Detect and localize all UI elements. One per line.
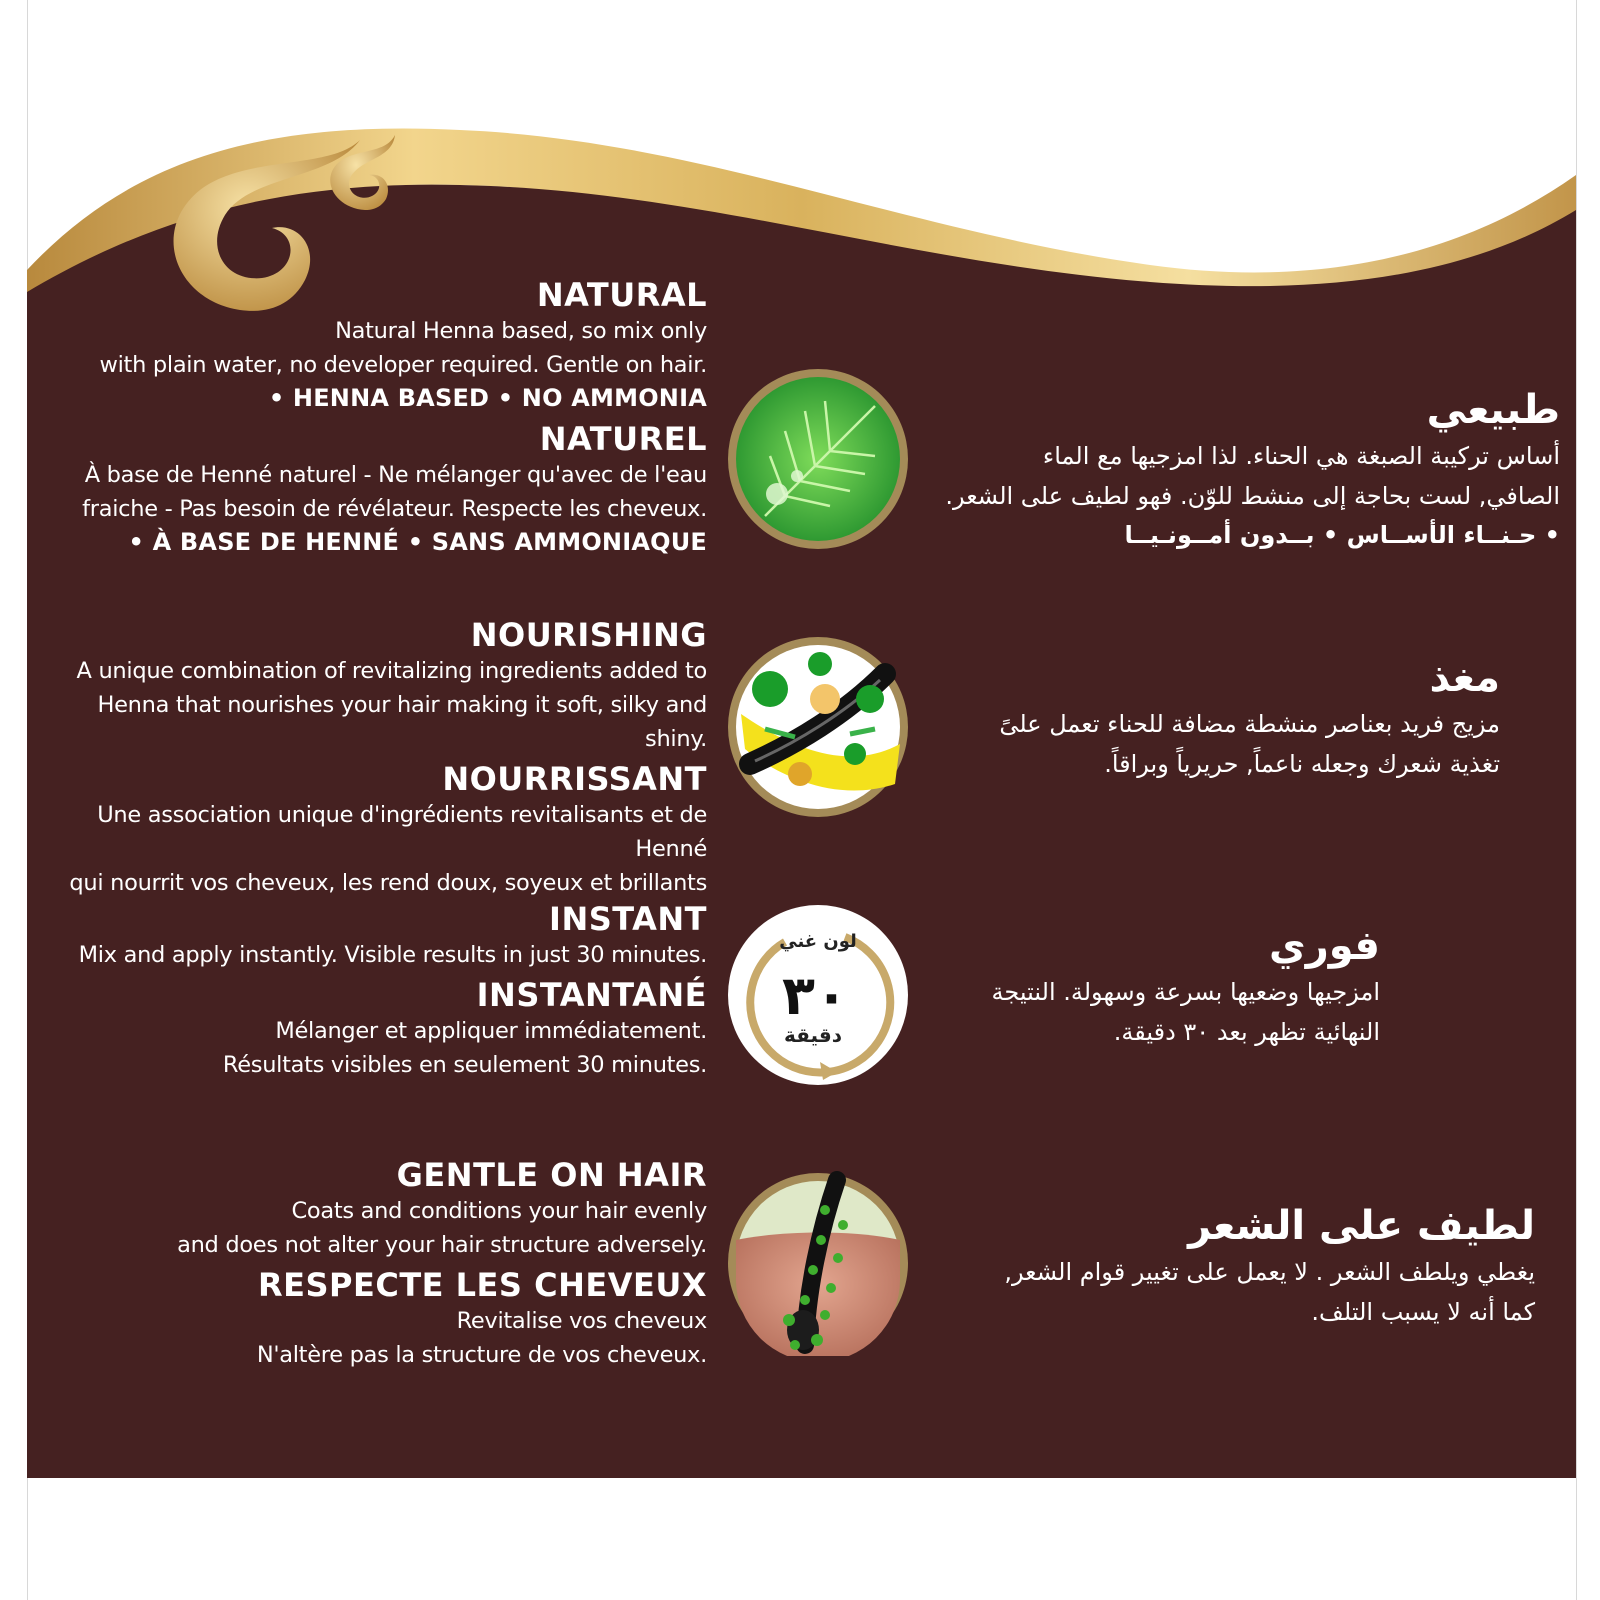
feature-title-ar: لطيف على الشعر [1188,1203,1535,1249]
feature-text-line: fraiche - Pas besoin de révélateur. Respecte les cheveux. [82,496,707,522]
feature-instant-en [30,900,707,1082]
feature-bullets-en: • HENNA BASED • NO AMMONIA [268,384,707,412]
hair-follicle-icon [725,1170,911,1356]
feature-title-fr: INSTANTANÉ [476,976,707,1014]
badge-unit: دقيقة [783,1023,843,1047]
feature-text-line: Mélanger et appliquer immédiatement. [275,1018,707,1044]
feature-title-ar: فوري [1269,923,1380,969]
feature-text-line: Mix and apply instantly. Visible results in just 30 minutes. [78,942,707,968]
timer-30-icon [725,902,911,1088]
feature-text-line: À base de Henné naturel - Ne mélanger qu'avec de l'eau [84,462,707,488]
feature-text-line: Revitalise vos cheveux [456,1308,707,1334]
feature-text-line: مزيج فريد بعناصر منشطة مضافة للحناء تعمل علىً [999,710,1500,738]
feature-natural-ar [925,384,1560,554]
feature-text-line: النهائية تظهر بعد ٣٠ دقيقة. [1113,1018,1380,1046]
feature-text-line: أساس تركيبة الصبغة هي الحناء. لذا امزجيها مع الماء [1042,442,1560,470]
feature-title-fr: NOURRISSANT [442,760,707,798]
feature-title-ar: طبيعي [1426,387,1560,433]
feature-text-line: الصافي, لست بحاجة إلى منشط للوّن. فهو لطيف على الشعر. [945,482,1560,510]
feature-gentle-ar [925,1200,1535,1332]
feature-title-en: INSTANT [549,900,707,938]
feature-text-line: Résultats visibles en seulement 30 minutes. [222,1052,707,1078]
feature-natural-en [30,276,707,558]
feature-text-line: qui nourrit vos cheveux, les rend doux, soyeux et brillants [69,870,707,896]
feature-nourishing-en [30,616,707,900]
feature-text-line: A unique combination of revitalizing ingredients added to [76,658,707,684]
hair-nourish-icon [725,634,911,820]
feature-bullets-fr: • À BASE DE HENNÉ • SANS AMMONIAQUE [128,528,707,556]
feature-text-line: Coats and conditions your hair evenly [291,1198,707,1224]
feature-instant-ar [925,920,1380,1052]
feature-text-line: with plain water, no developer required. Gentle on hair. [99,352,707,378]
feature-text-line: N'altère pas la structure de vos cheveux. [256,1342,707,1368]
feature-text-line: Henna that nourishes your hair making it soft, silky and shiny. [97,692,707,752]
badge-number: ٣٠ [782,964,848,1027]
feature-bullets-ar: • حـنــاء الأســاس • بــدون أمــونـيــا [1124,521,1560,549]
feature-title-fr: RESPECTE LES CHEVEUX [257,1266,707,1304]
feature-title-ar: مغذ [1429,655,1500,701]
feature-title-fr: NATUREL [539,420,707,458]
leaf-icon [725,366,911,552]
feature-text-line: كما أنه لا يسبب التلف. [1311,1298,1535,1326]
feature-text-line: يغطي ويلطف الشعر . لا يعمل على تغيير قوام الشعر, [1004,1258,1535,1286]
feature-text-line: امزجيها وضعيها بسرعة وسهولة. النتيجة [991,978,1380,1006]
feature-title-en: NOURISHING [470,616,707,654]
feature-title-en: GENTLE ON HAIR [396,1156,707,1194]
feature-text-line: and does not alter your hair structure adversely. [177,1232,707,1258]
feature-text-line: Une association unique d'ingrédients revitalisants et de Henné [97,802,707,862]
feature-text-line: Natural Henna based, so mix only [335,318,707,344]
feature-text-line: تغذية شعرك وجعله ناعماً, حريرياً وبراقاً. [1104,750,1500,778]
feature-nourishing-ar [925,652,1500,784]
badge-top-label: لون غني [779,931,857,952]
feature-gentle-en [30,1156,707,1372]
feature-title-en: NATURAL [536,276,707,314]
